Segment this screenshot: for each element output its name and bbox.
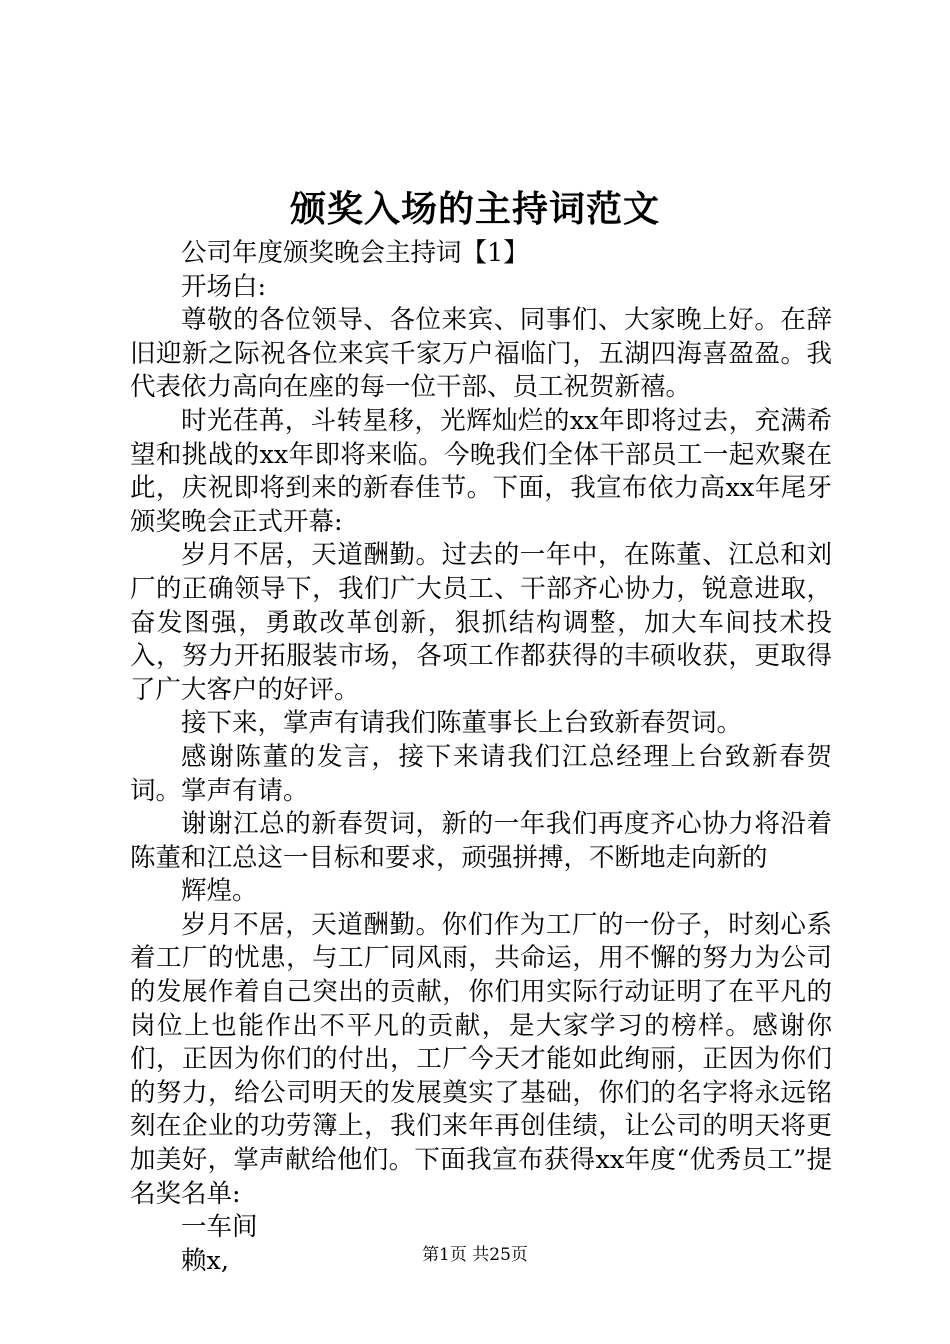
paragraph-invite-chairman: 接下来，掌声有请我们陈董事长上台致新春贺词。 [181, 708, 743, 739]
paragraph-greeting: 尊敬的各位领导、各位来宾、同事们、大家晚上好。在辞旧迎新之际祝各位来宾千家万户福临门，五湖四海喜盈盈。我代表依力高向在座的每一位干部、员工祝贺新禧。 [130, 305, 832, 403]
paragraph-opening-announcement: 时光荏苒，斗转星移，光辉灿烂的xx年即将过去，充满希望和挑战的xx年即将来临。今晚我们全体干部员工一起欢聚在此，庆祝即将到来的新春佳节。下面，我宣布依力高xx年尾牙颁奖晚会正式开幕: [130, 405, 832, 537]
paragraph-thanks-gm: 谢谢江总的新春贺词，新的一年我们再度齐心协力将沿着陈董和江总这一目标和要求，顽强拼搏，不断地走向新的 [130, 809, 832, 873]
paragraph-nominee: 赖x, [181, 1245, 229, 1276]
paragraph-workshop: 一车间 [181, 1212, 258, 1243]
page-footer: 第1页 共25页 [422, 1245, 528, 1265]
paragraph-opening-label: 开场白: [181, 271, 267, 302]
paragraph-section-heading: 公司年度颁奖晚会主持词【1】 [181, 238, 529, 268]
document-title: 颁奖入场的主持词范文 [289, 188, 660, 230]
paragraph-brilliance: 辉煌。 [181, 876, 258, 907]
document-body [130, 237, 832, 1278]
paragraph-year-review: 岁月不居，天道酬勤。过去的一年中，在陈董、江总和刘厂的正确领导下，我们广大员工、干部齐心协力，锐意进取，奋发图强，勇敢改革创新，狠抓结构调整，加大车间技术投入，努力开拓服装市场，各项工作都获得的丰硕收获，更取得了广大客户的好评。 [130, 540, 832, 705]
paragraph-award-intro: 岁月不居，天道酬勤。你们作为工厂的一份子，时刻心系着工厂的忧患，与工厂同风雨，共命运，用不懈的努力为公司的发展作着自己突出的贡献，你们用实际行动证明了在平凡的岗位上也能作出不平凡的贡献，是大家学习的榜样。感谢你们，正因为你们的付出，工厂今天才能如此绚丽，正因为你们的努力，给公司明天的发展奠实了基础，你们的名字将永远铭刻在企业的功劳簿上，我们来年再创佳绩，让公司的明天将更加美好，掌声献给他们。下面我宣布获得xx年度“优秀员工”提名奖名单: [130, 909, 832, 1209]
paragraph-invite-gm: 感谢陈董的发言，接下来请我们江总经理上台致新春贺词。掌声有请。 [130, 741, 832, 806]
